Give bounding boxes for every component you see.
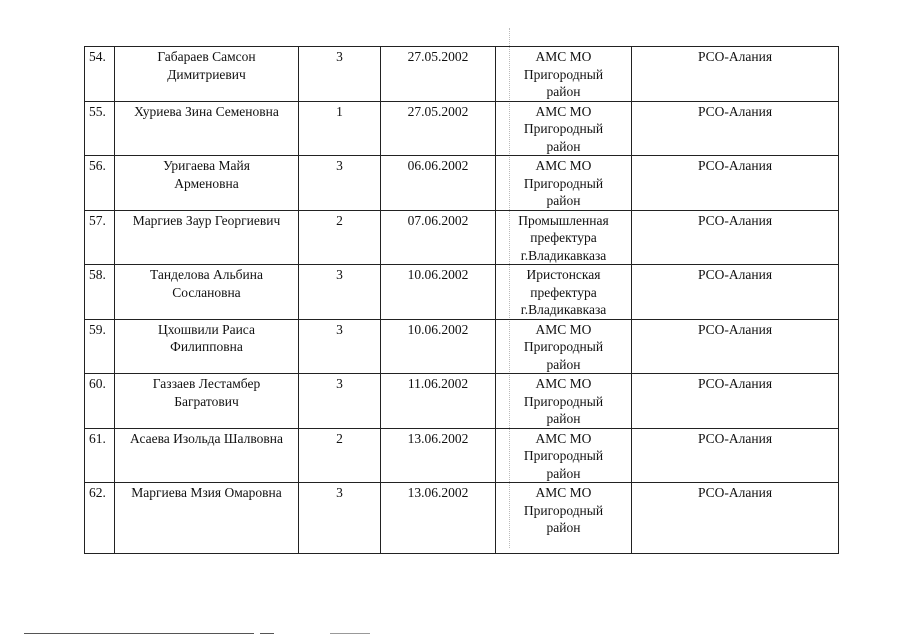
category: 2 [299,210,381,265]
person-name: Цхошвили Раиса Филипповна [115,319,299,374]
date: 13.06.2002 [381,428,496,483]
date: 06.06.2002 [381,156,496,211]
registry-table [84,46,839,554]
date: 13.06.2002 [381,483,496,554]
row-number: 55. [85,101,115,156]
category: 3 [299,265,381,320]
table-row [85,156,839,211]
table-row [85,374,839,429]
organization: АМС МО Пригородный район [496,101,632,156]
region: РСО-Алания [632,47,839,102]
category: 3 [299,319,381,374]
date: 11.06.2002 [381,374,496,429]
region: РСО-Алания [632,101,839,156]
row-number: 59. [85,319,115,374]
category: 2 [299,428,381,483]
date: 10.06.2002 [381,319,496,374]
table-row [85,101,839,156]
category: 3 [299,47,381,102]
date: 27.05.2002 [381,101,496,156]
row-number: 60. [85,374,115,429]
table-row [85,319,839,374]
region: РСО-Алания [632,156,839,211]
organization: АМС МО Пригородный район [496,483,632,554]
table-row [85,428,839,483]
region: РСО-Алания [632,374,839,429]
date: 10.06.2002 [381,265,496,320]
row-number: 62. [85,483,115,554]
scan-bottom-rule [260,633,274,634]
category: 3 [299,374,381,429]
row-number: 61. [85,428,115,483]
scan-bottom-rule [24,633,254,634]
scan-bottom-rule [330,633,370,634]
organization: АМС МО Пригородный район [496,156,632,211]
person-name: Газзаев Лестамбер Багратович [115,374,299,429]
person-name: Хуриева Зина Семеновна [115,101,299,156]
organization: АМС МО Пригородный район [496,319,632,374]
row-number: 56. [85,156,115,211]
organization: АМС МО Пригородный район [496,428,632,483]
person-name: Маргиева Мзия Омаровна [115,483,299,554]
row-number: 57. [85,210,115,265]
person-name: Маргиев Заур Георгиевич [115,210,299,265]
region: РСО-Алания [632,265,839,320]
person-name: Танделова Альбина Сослановна [115,265,299,320]
date: 27.05.2002 [381,47,496,102]
table-row [85,47,839,102]
region: РСО-Алания [632,210,839,265]
category: 3 [299,483,381,554]
row-number: 58. [85,265,115,320]
person-name: Асаева Изольда Шалвовна [115,428,299,483]
organization: АМС МО Пригородный район [496,374,632,429]
region: РСО-Алания [632,319,839,374]
table-row [85,210,839,265]
date: 07.06.2002 [381,210,496,265]
organization: Иристонская префектура г.Владикавказа [496,265,632,320]
table-row [85,483,839,554]
organization: АМС МО Пригородный район [496,47,632,102]
category: 3 [299,156,381,211]
person-name: Уригаева Майя Арменовна [115,156,299,211]
registry-table-body [85,47,839,554]
person-name: Габараев Самсон Димитриевич [115,47,299,102]
row-number: 54. [85,47,115,102]
region: РСО-Алания [632,428,839,483]
category: 1 [299,101,381,156]
region: РСО-Алания [632,483,839,554]
organization: Промышленная префектура г.Владикавказа [496,210,632,265]
table-row [85,265,839,320]
